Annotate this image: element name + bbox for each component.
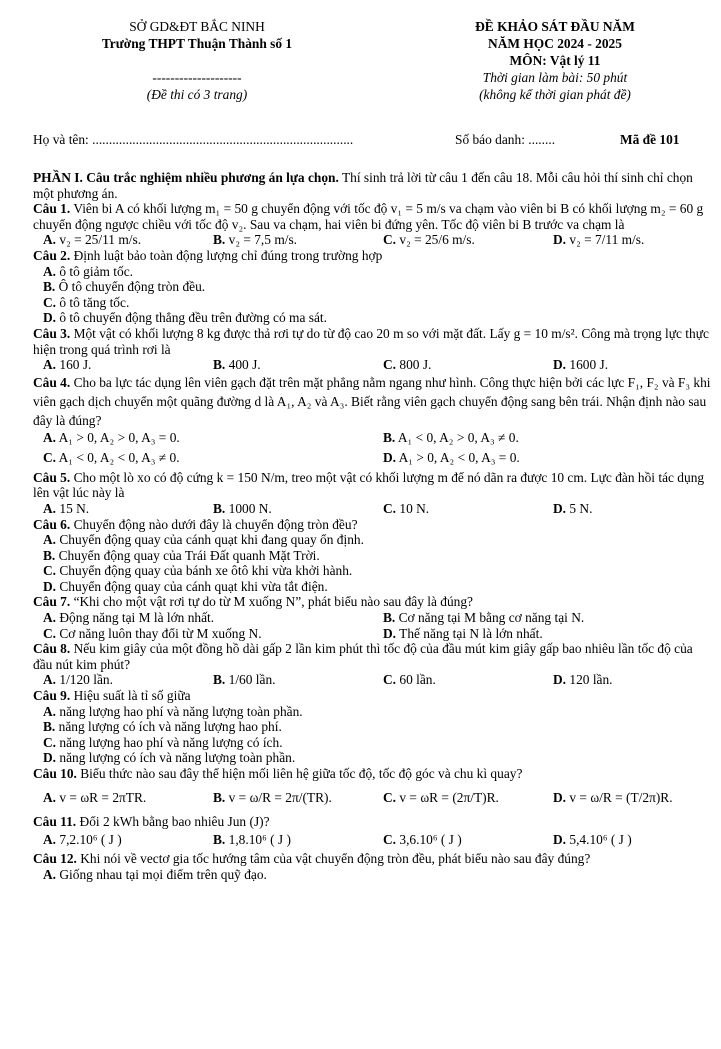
option-a[interactable]: A. 15 N. [43, 500, 90, 516]
option-b[interactable]: B. v₂ = 7,5 m/s. [213, 232, 298, 248]
pages-note: (Đề thi có 3 trang) [146, 87, 248, 102]
exam-time-note: (không kể thời gian phát đề) [479, 87, 631, 102]
option-a[interactable]: A. năng lượng hao phí và năng lượng toàn phần. [43, 703, 303, 719]
option-c[interactable]: C. Chuyển động quay của bánh xe ôtô khi vừa khởi hành. [43, 563, 353, 579]
question-text: Viên bi A có khối lượng m₁ = 50 g chuyển động với tốc độ v₁ = 5 m/s va chạm vào viên bi B có khối lượng m₂ = 60 g chuyển động ngược chiều với tốc độ v₂. Sau va chạm, hai viên bi đứng yên. Tốc độ viên bi B trước va chạm là [33, 201, 704, 232]
question-text: Đổi 2 kWh bằng bao nhiêu Jun (J)? [76, 813, 270, 829]
options-row [33, 829, 713, 851]
options-row [33, 626, 713, 642]
option-d[interactable]: D. v = ω/R = (T/2π)R. [553, 789, 673, 805]
question-9 [33, 688, 713, 704]
option-d[interactable]: D. 5 N. [553, 500, 593, 516]
question-5 [33, 470, 713, 501]
question-number: Câu 12. [33, 851, 77, 867]
option-c[interactable]: C. năng lượng hao phí và năng lượng có ích. [43, 734, 283, 750]
question-number: Câu 2. [33, 247, 71, 263]
question-text: Cho ba lực tác dụng lên viên gạch đặt trên mặt phẳng nằm ngang như hình. Công thực hiện bởi các lực F₁, F₂ và F₃ khi viên gạch dịch chuyển một quãng đường d là A₁, A₂ và A₃. Biết rằng viên gạch chuyển động sang bên trái. Nhận định nào sau đây là đúng? [33, 374, 711, 428]
divider-dashes: -------------------- [152, 70, 242, 85]
option-a[interactable]: A. A₁ > 0, A₂ > 0, A₃ = 0. [43, 429, 180, 445]
option-b[interactable]: B. 1000 N. [213, 500, 272, 516]
question-number: Câu 7. [33, 594, 71, 610]
question-1 [33, 201, 713, 232]
option-d[interactable]: D. 120 lần. [553, 672, 613, 688]
options-row [33, 501, 713, 517]
options-row [33, 782, 713, 814]
question-text: Cho một lò xo có độ cứng k = 150 N/m, treo một vật có khối lượng m để nó dãn ra được 10 cm. Lực đàn hồi tác dụng lên vật lúc này là [33, 469, 705, 501]
question-4 [33, 373, 713, 430]
option-b[interactable]: B. 1/60 lần. [213, 672, 276, 688]
part-description: Thí sinh trả lời từ câu 1 đến câu 18. Mỗi câu hỏi thí sinh chỉ chọn một phương án. [33, 170, 693, 201]
option-d[interactable]: D. Thế năng tại N là lớn nhất. [383, 625, 543, 641]
options-row [33, 610, 713, 626]
option-c[interactable]: C. ô tô tăng tốc. [43, 294, 130, 310]
option-a[interactable]: A. 7,2.10⁶ ( J ) [43, 832, 122, 848]
question-6 [33, 517, 713, 533]
question-text: Biểu thức nào sau đây thể hiện mối liên hệ giữa tốc độ, tốc độ góc và chu kì quay? [76, 766, 523, 781]
question-number: Câu 10. [33, 766, 77, 781]
question-3 [33, 326, 713, 357]
option-b[interactable]: B. Cơ năng tại M bằng cơ năng tại N. [383, 610, 585, 626]
question-number: Câu 6. [33, 516, 71, 532]
option-a[interactable]: A. 1/120 lần. [43, 672, 113, 688]
option-a[interactable]: A. v = ωR = 2πTR. [43, 789, 147, 805]
option-d[interactable]: D. A₁ > 0, A₂ < 0, A₃ = 0. [383, 449, 520, 465]
option-a[interactable]: A. ô tô giảm tốc. [43, 263, 134, 279]
option-a[interactable]: A. Giống nhau tại mọi điểm trên quỹ đạo. [43, 866, 267, 882]
option-b[interactable]: B. Chuyển động quay của Trái Đất quanh Mặt Trời. [43, 547, 320, 563]
option-b[interactable]: B. A₁ < 0, A₂ > 0, A₃ ≠ 0. [383, 429, 519, 445]
question-number: Câu 4. [33, 374, 71, 390]
option-b[interactable]: B. năng lượng có ích và năng lượng hao phí. [43, 719, 282, 735]
option-d[interactable]: D. 5,4.10⁶ ( J ) [553, 832, 632, 848]
exam-title: ĐỀ KHẢO SÁT ĐẦU NĂM [475, 19, 635, 34]
exam-body [33, 170, 713, 882]
option-d[interactable]: D. 1600 J. [553, 357, 609, 373]
question-10 [33, 766, 713, 782]
question-8 [33, 641, 713, 672]
header-right [420, 18, 690, 103]
option-c[interactable]: C. 800 J. [383, 357, 432, 373]
option-d[interactable]: D. ô tô chuyển động thẳng đều trên đường có ma sát. [43, 310, 327, 326]
question-number: Câu 5. [33, 469, 71, 485]
option-d[interactable]: D. Chuyển động quay của cánh quạt khi vừa tắt điện. [43, 578, 328, 594]
question-11 [33, 814, 713, 830]
options-row [33, 232, 713, 248]
header-left [62, 18, 332, 103]
question-number: Câu 11. [33, 813, 77, 829]
options-row [33, 450, 713, 470]
option-a[interactable]: A. Động năng tại M là lớn nhất. [43, 610, 215, 626]
option-c[interactable]: C. A₁ < 0, A₂ < 0, A₃ ≠ 0. [43, 449, 180, 465]
option-c[interactable]: C. v = ωR = (2π/T)R. [383, 789, 499, 805]
option-b[interactable]: B. Ô tô chuyển động tròn đều. [43, 279, 206, 295]
option-d[interactable]: D. v₂ = 7/11 m/s. [553, 232, 645, 248]
question-text: Hiệu suất là tỉ số giữa [70, 688, 191, 704]
option-c[interactable]: C. 10 N. [383, 500, 430, 516]
exam-time: Thời gian làm bài: 50 phút [482, 70, 628, 85]
question-text: Khi nói về vectơ gia tốc hướng tâm của vật chuyển động tròn đều, phát biểu nào sau đây đúng? [76, 851, 591, 867]
option-d[interactable]: D. năng lượng có ích và năng lượng toàn phần. [43, 750, 296, 766]
question-number: Câu 9. [33, 688, 71, 704]
student-id-field[interactable]: Số báo danh: ........ [455, 132, 556, 147]
question-text: Định luật bảo toàn động lượng chỉ đúng trong trường hợp [70, 247, 383, 263]
option-a[interactable]: A. v₂ = 25/11 m/s. [43, 232, 142, 248]
question-number: Câu 8. [33, 641, 71, 657]
option-b[interactable]: B. v = ω/R = 2π/(TR). [213, 789, 332, 805]
question-12 [33, 851, 713, 867]
subject: MÔN: Vật lý 11 [509, 53, 601, 68]
option-c[interactable]: C. 3,6.10⁶ ( J ) [383, 832, 462, 848]
question-number: Câu 1. [33, 201, 71, 217]
question-text: “Khi cho một vật rơi tự do từ M xuống N”, phát biểu nào sau đây là đúng? [70, 594, 473, 610]
option-c[interactable]: C. 60 lần. [383, 672, 436, 688]
option-c[interactable]: C. Cơ năng luôn thay đổi từ M xuống N. [43, 625, 262, 641]
option-a[interactable]: A. Chuyển động quay của cánh quạt khi đang quay ổn định. [43, 532, 364, 548]
school-name: Trường THPT Thuận Thành số 1 [101, 36, 293, 51]
option-c[interactable]: C. v₂ = 25/6 m/s. [383, 232, 475, 248]
options-row [33, 430, 713, 450]
option-b[interactable]: B. 1,8.10⁶ ( J ) [213, 832, 291, 848]
department: SỞ GD&ĐT BẮC NINH [129, 19, 265, 34]
options-row [33, 672, 713, 688]
options-row [33, 357, 713, 373]
school-year: NĂM HỌC 2024 - 2025 [488, 36, 622, 51]
part-title: PHẦN I. Câu trắc nghiệm nhiều phương án lựa chọn. [33, 170, 339, 185]
question-number: Câu 3. [33, 325, 71, 341]
question-text: Chuyển động nào dưới đây là chuyển động tròn đều? [70, 516, 358, 532]
part-heading [33, 170, 713, 201]
option-a[interactable]: A. 160 J. [43, 357, 92, 373]
option-b[interactable]: B. 400 J. [213, 357, 261, 373]
question-text: Nếu kim giây của một đồng hồ dài gấp 2 lần kim phút thì tốc độ của đầu mút kim giây gấp bao nhiêu lần tốc độ của đầu nút kim phút? [33, 641, 693, 672]
question-2 [33, 248, 713, 264]
exam-code: Mã đề 101 [620, 132, 680, 147]
student-name-field[interactable]: Họ và tên: .............................................................................. [33, 132, 354, 147]
student-info-row [33, 132, 709, 150]
question-text: Một vật có khối lượng 8 kg được thả rơi tự do từ độ cao 20 m so với mặt đất. Lấy g = 10 m/s². Công mà trọng lực thực hiện trong quá trình rơi là [33, 325, 709, 357]
question-7 [33, 594, 713, 610]
